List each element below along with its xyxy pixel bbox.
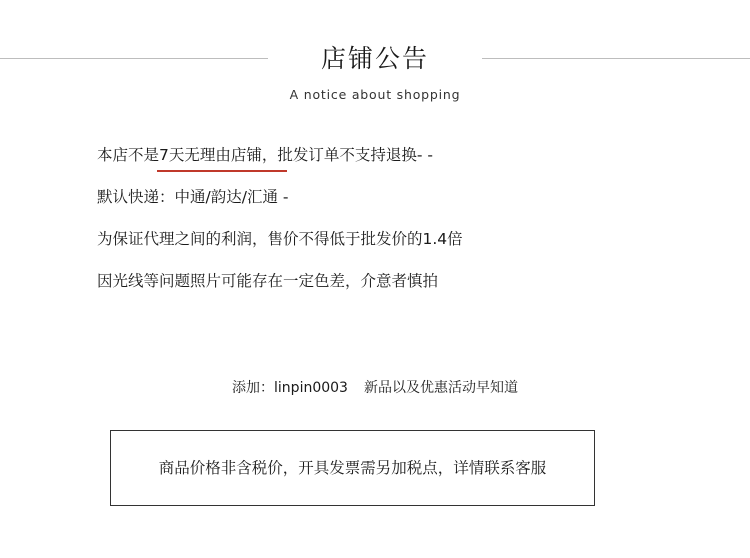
notice-highlight-underline bbox=[157, 170, 287, 172]
notice-item-price: 为保证代理之间的利润，售价不得低于批发价的1.4倍 bbox=[97, 230, 463, 248]
notice-item-no-return: 本店不是7天无理由店铺，批发订单不支持退换- - bbox=[97, 146, 433, 164]
tax-notice-text: 商品价格非含税价，开具发票需另加税点，详情联系客服 bbox=[158, 459, 547, 477]
page-title: 店铺公告 bbox=[320, 44, 429, 73]
page-subtitle: A notice about shopping bbox=[289, 87, 461, 102]
tax-notice-box bbox=[110, 430, 595, 506]
notice-item-color: 因光线等问题照片可能存在一定色差，介意者慎拍 bbox=[97, 272, 439, 290]
contact-line bbox=[0, 378, 750, 398]
notice-item-express: 默认快递：中通/韵达/汇通 - bbox=[97, 188, 289, 206]
contact-tagline: 新品以及优惠活动早知道 bbox=[363, 380, 518, 396]
contact-label: 添加：linpin0003 bbox=[232, 380, 348, 396]
